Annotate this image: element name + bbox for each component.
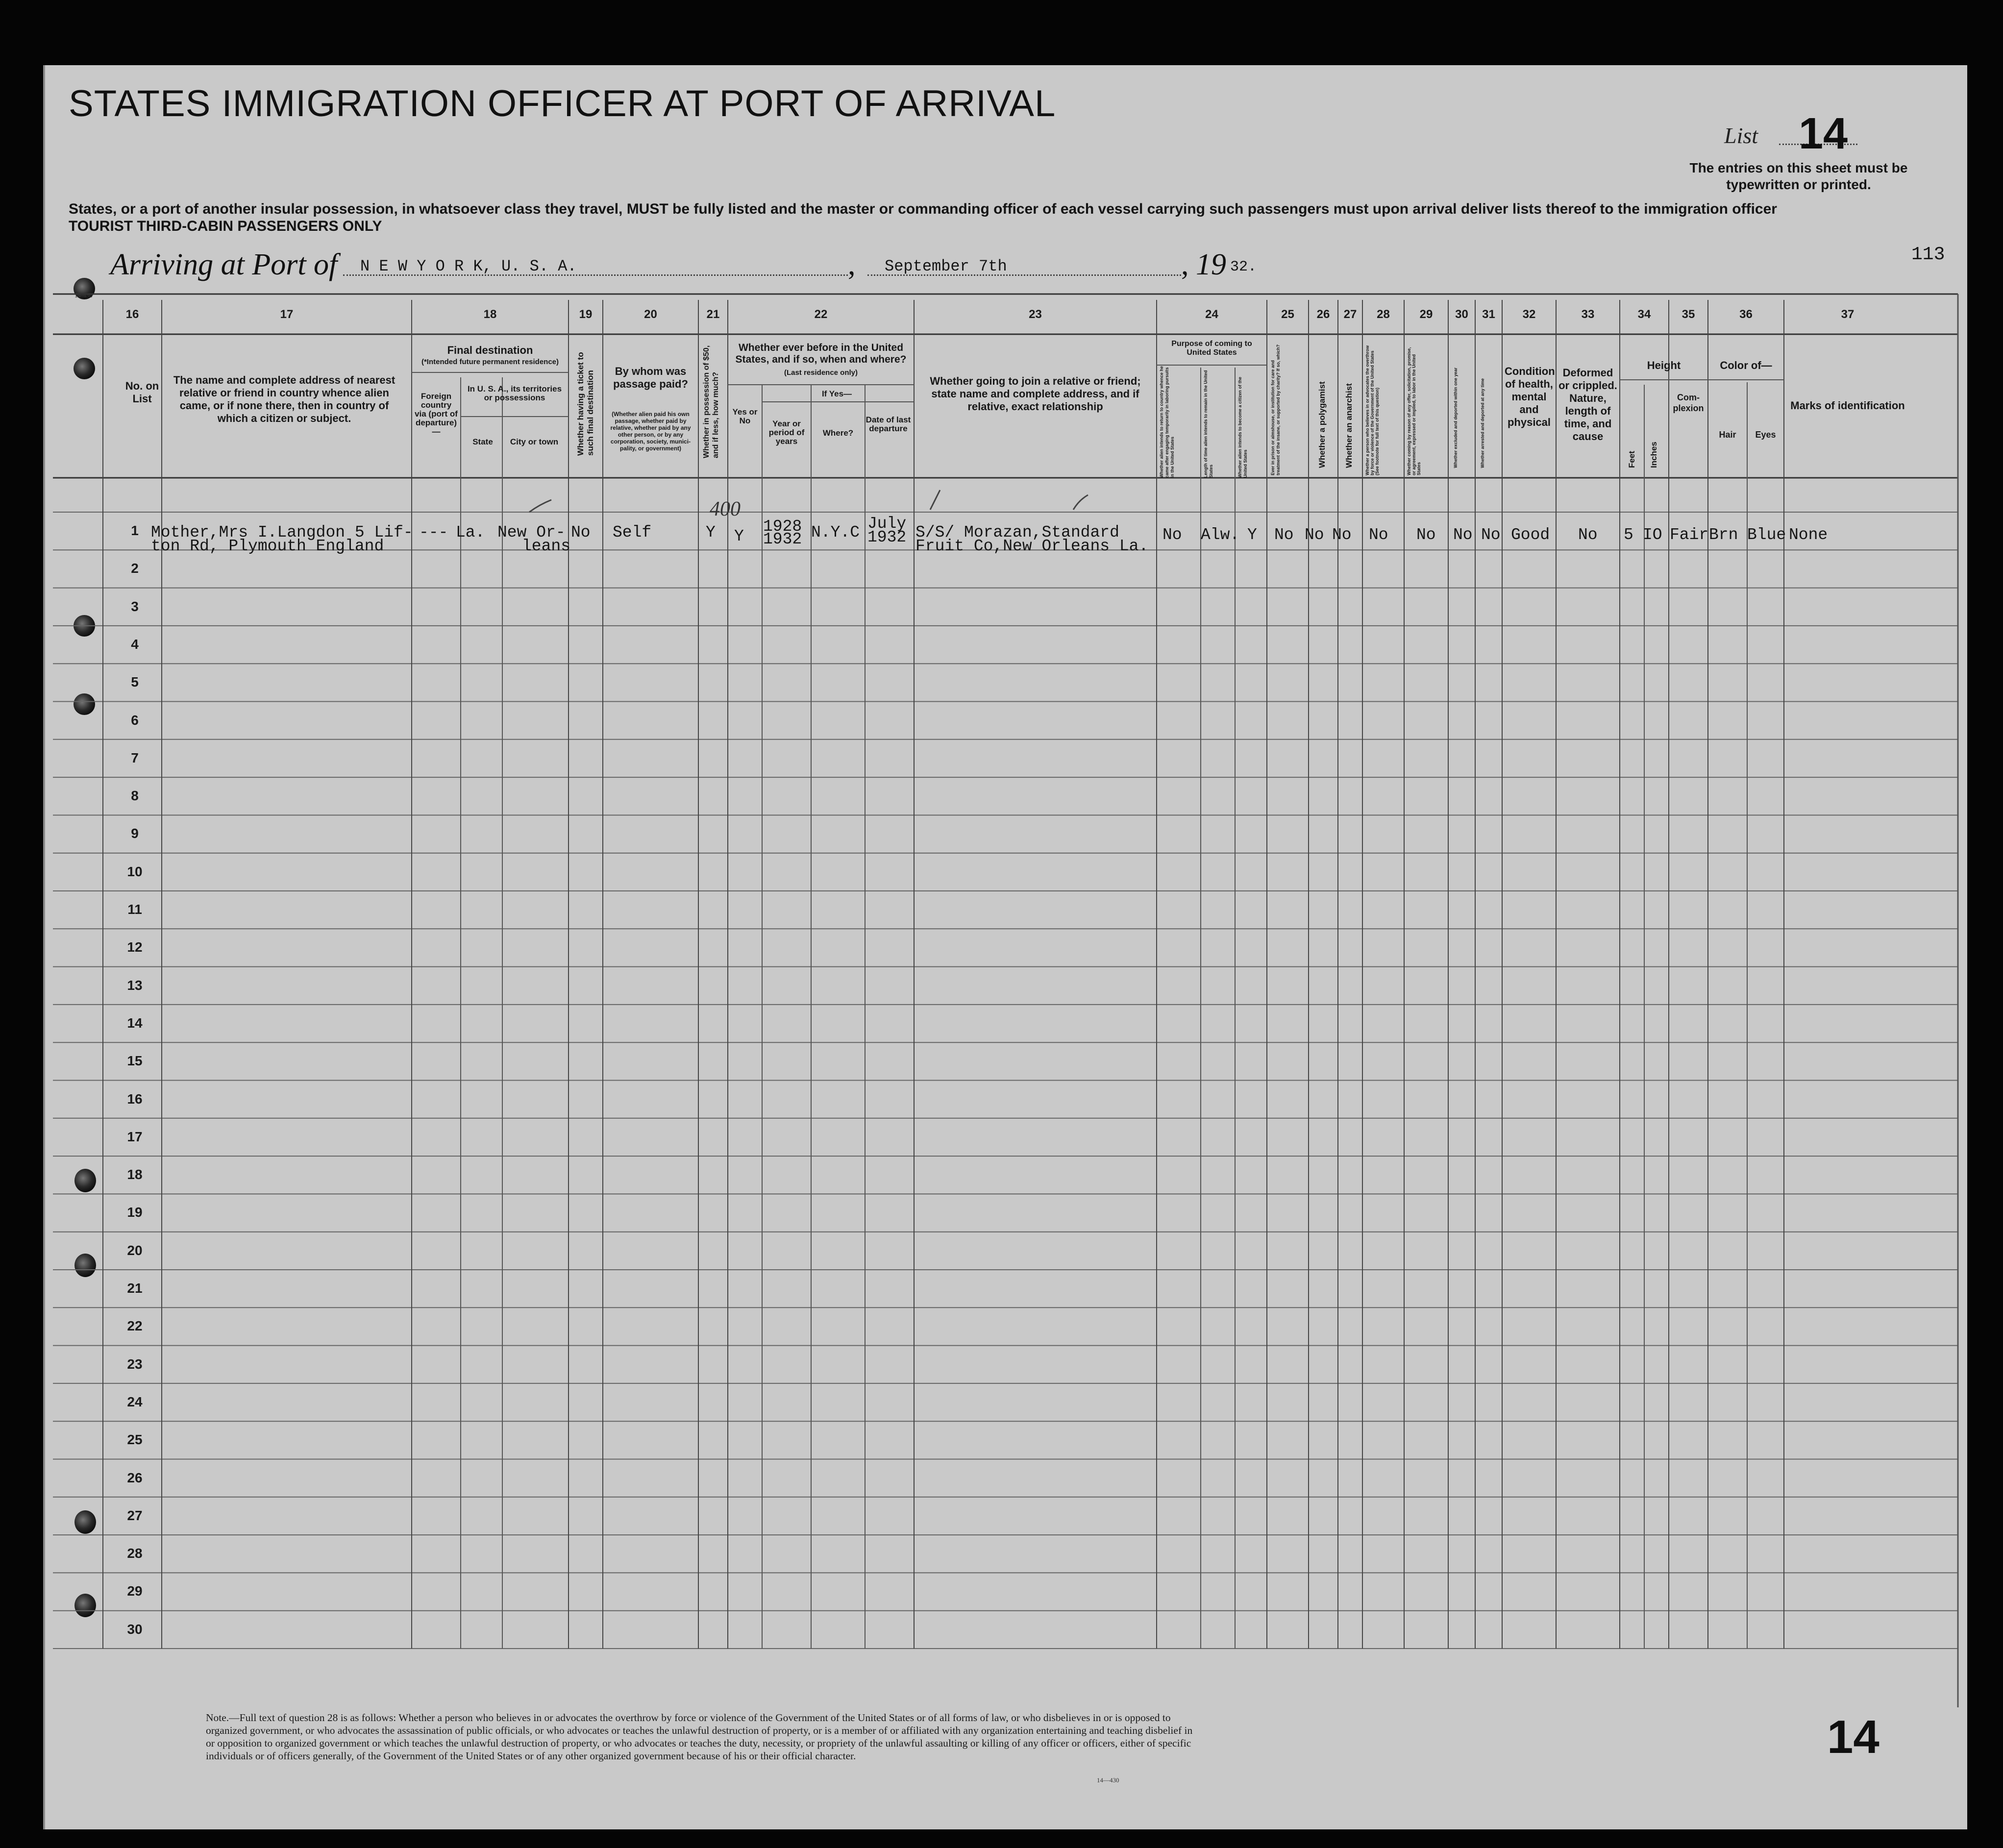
row-number: 14 <box>127 1015 143 1031</box>
header-ticket: Whether having a ticket to such final destination <box>576 352 595 456</box>
money-pencil-note: 400 <box>710 498 741 520</box>
col-number: 17 <box>280 308 294 321</box>
port-name: N E W Y O R K, U. S. A. <box>360 257 577 275</box>
row-number: 17 <box>127 1129 143 1144</box>
header-joining-relative: Whether going to join a relative or friend; state name and complete address, and if relative, exact relationship <box>930 375 1141 413</box>
years-line1: 1928 <box>763 517 802 536</box>
document-title: STATES IMMIGRATION OFFICER AT PORT OF ARRIVAL <box>69 83 1056 124</box>
header-before-in-us: Whether ever before in the United States, and if so, when and where? <box>735 342 907 365</box>
col-number: 18 <box>483 308 497 321</box>
row-number: 10 <box>127 863 143 879</box>
row-number: 3 <box>131 598 139 614</box>
row-number: 5 <box>131 674 139 690</box>
row-number: 20 <box>127 1242 143 1258</box>
list-label: List <box>1724 123 1758 148</box>
row-number: 22 <box>127 1318 143 1334</box>
col-number: 31 <box>1482 308 1495 321</box>
row-number: 8 <box>131 788 139 804</box>
header-deformed: Deformed or crippled. Nature, length of time, and cause <box>1558 367 1617 443</box>
footer-list-number: 14 <box>1827 1711 1879 1763</box>
col-number: 27 <box>1343 308 1357 321</box>
col-number: 35 <box>1682 308 1695 321</box>
money-value: Y <box>706 523 716 542</box>
header-complexion: Complexion <box>1673 393 1704 413</box>
header-years: Year or period of years <box>768 419 805 446</box>
list-number: 14 <box>1799 109 1848 158</box>
col-number: 28 <box>1377 308 1390 321</box>
row-number: 27 <box>127 1507 143 1523</box>
return-intent-value: No <box>1162 526 1182 544</box>
col-number: 30 <box>1455 308 1468 321</box>
col-number: 32 <box>1522 308 1536 321</box>
joining-line1: S/S/ Morazan,Standard <box>915 523 1119 542</box>
col-number: 25 <box>1281 308 1294 321</box>
year-suffix: 32. <box>1230 259 1257 275</box>
row-number: 30 <box>127 1621 143 1637</box>
header-excluded: Whether excluded and deported within one year <box>1453 367 1458 468</box>
header-inches: Inches <box>1649 442 1658 468</box>
arrival-date: September 7th <box>885 257 1007 275</box>
inches-value: IO <box>1643 526 1662 544</box>
joining-line2: Fruit Co,New Orleans La. <box>915 537 1149 555</box>
header-deported: Whether arrested and deported at any time <box>1480 378 1485 468</box>
years-line2: 1932 <box>763 530 802 548</box>
header-offer-labor: Whether coming by reason of any offer, solicitation, promise, or agreement, expressed or implied, to labor in the United States <box>1407 347 1421 475</box>
row-number: 13 <box>127 977 143 993</box>
complexion-value: Fair <box>1670 526 1709 544</box>
col-number: 20 <box>644 308 657 321</box>
header-height: Height <box>1647 359 1681 371</box>
row-number: 16 <box>127 1091 143 1107</box>
row-number: 26 <box>127 1470 143 1485</box>
header-fifty-dollars: Whether in possession of $50, and if less, how much? <box>702 345 720 458</box>
paid-by-value: Self <box>613 523 652 542</box>
form-code: 14-430 <box>74 292 93 299</box>
marks-value: None <box>1789 526 1828 544</box>
header-polygamist: Whether a polygamist <box>1317 381 1327 468</box>
col-number: 37 <box>1841 308 1855 321</box>
header-final-destination-note: (*Intended future permanent residence) <box>421 358 559 366</box>
excluded-value: No <box>1453 526 1473 544</box>
become-citizen-value: Y <box>1247 526 1257 544</box>
comma: , <box>1181 248 1189 281</box>
row-number: 23 <box>127 1356 143 1372</box>
header-color: Color of— <box>1720 359 1772 371</box>
ticket-value: No <box>571 523 591 542</box>
header-if-yes: If Yes— <box>821 389 852 398</box>
city-line2: leans <box>522 537 571 555</box>
col-number: 24 <box>1205 308 1218 321</box>
departure-line2: 1932 <box>867 528 907 546</box>
col-number: 16 <box>125 308 139 321</box>
relative-address-line2: ton Rd, Plymouth England <box>151 537 384 555</box>
state-value: La. <box>456 523 485 542</box>
feet-value: 5 <box>1624 526 1633 544</box>
row-number: 28 <box>127 1546 143 1561</box>
header-yes-no: Yes or No <box>732 407 758 425</box>
year-prefix: 19 <box>1196 248 1226 281</box>
row-number: 9 <box>131 826 139 841</box>
header-purpose-return: Whether alien intends to return to country whence he came after engaging temporarily in laboring pursuits in the United States <box>1159 366 1175 478</box>
prison-value: No <box>1274 526 1294 544</box>
row-number: 4 <box>131 636 139 652</box>
deformed-value: No <box>1578 526 1598 544</box>
row-number: 18 <box>127 1167 143 1183</box>
question-28-footnote: Note.—Full text of question 28 is as follows: Whether a person who believes in or advocates the overthrow by force or violence of the Government of the United States or of all forms of law, or who disbelieves in or is opposed to organized government, or who advocates the assassination of public officials, or who advocates or teaches the unlawful destruction of property, or is a member of or affiliated with any organization entertaining and teaching disbelief in or opposition to organized government or which teaches the unlawful destruction of property, or who advocates or teaches the duty, necessity, or propriety of the unlawful assaulting or killing of any officer or officers, either of specific individuals or of officers generally, of the Government of the United States or of any other organized government because of his or their official character. <box>206 1712 1193 1762</box>
header-purpose: Purpose of coming to United States <box>1171 340 1252 357</box>
arriving-label: Arriving at Port of <box>110 248 338 281</box>
header-before-note: (Last residence only) <box>784 369 858 377</box>
polygamist-value: No <box>1305 526 1324 544</box>
header-no-on-list: No. on List <box>125 380 159 405</box>
city-line1: New Or- <box>497 523 566 542</box>
where-value: N.Y.C <box>811 523 860 542</box>
header-purpose-citizen: Whether alien intends to become a citizen of the United States <box>1237 376 1248 478</box>
header-city: City or town <box>510 437 559 446</box>
anarchist-value: No <box>1332 526 1352 544</box>
header-prison: Ever in prison or almshouse, or institution for care and treatment of the insane, or supported by charity? If so, which? <box>1270 344 1281 475</box>
row-number: 29 <box>127 1583 143 1599</box>
header-feet: Feet <box>1627 451 1636 468</box>
header-state: State <box>472 437 493 446</box>
typewritten-notice: The entries on this sheet must be typewritten or printed. <box>1689 160 1908 192</box>
col-number: 34 <box>1637 308 1651 321</box>
offer-labor-value: No <box>1416 526 1436 544</box>
header-purpose-length: Length of time alien intends to remain in the United States <box>1203 370 1213 478</box>
row-number: 6 <box>131 712 139 728</box>
footer-form-code: 14—430 <box>1097 1776 1119 1784</box>
row-number: 25 <box>127 1432 143 1448</box>
header-marks: Marks of identification <box>1790 399 1905 412</box>
col-number: 21 <box>706 308 720 321</box>
row-number: 15 <box>127 1053 143 1069</box>
row-number: 7 <box>131 750 139 765</box>
row-number: 11 <box>127 902 142 917</box>
col-number: 29 <box>1419 308 1433 321</box>
col-number: 33 <box>1581 308 1595 321</box>
row-number: 21 <box>127 1281 143 1296</box>
header-nearest-relative: The name and complete address of nearest relative or friend in country whence alien came, or if none there, then in country of which a citizen or subject. <box>173 374 396 424</box>
length-of-stay-value: Alw. <box>1201 526 1240 544</box>
row-number: 19 <box>127 1205 143 1220</box>
header-anarchist: Whether an anarchist <box>1344 383 1354 468</box>
col-number: 23 <box>1029 308 1042 321</box>
col-number: 36 <box>1739 308 1753 321</box>
relative-address-line1: Mother,Mrs I.Langdon 5 Lif- <box>151 523 413 542</box>
comma: , <box>848 248 856 281</box>
header-health: Condition of health, mental and physical <box>1505 365 1555 428</box>
header-usa: In U. S. A., its territories or possessions <box>467 384 562 402</box>
col-number: 22 <box>814 308 828 321</box>
overthrow-value: No <box>1369 526 1388 544</box>
eyes-value: Blue <box>1747 526 1786 544</box>
col-number: 19 <box>579 308 593 321</box>
row-number: 1 <box>131 523 139 538</box>
deported-value: No <box>1481 526 1501 544</box>
row-number: 2 <box>131 561 139 576</box>
header-foreign-country: Foreign country via (port of departure)— <box>415 392 458 436</box>
header-overthrow: Whether a person who believes in or advocates the overthrow by force or violence of the Government of the United States (See footnote for full text of this question) <box>1365 345 1380 475</box>
header-passage-note: (Whether alien paid his own passage, whether paid by relative, whether paid by any other person, or by any corporation, society, municipality, or government) <box>610 411 691 452</box>
col-number: 26 <box>1316 308 1330 321</box>
header-final-destination: Final destination <box>447 344 533 356</box>
hair-value: Brn <box>1709 526 1738 544</box>
passenger-class-line: TOURIST THIRD-CABIN PASSENGERS ONLY <box>69 218 382 234</box>
departure-line1: July <box>867 515 907 533</box>
header-eyes: Eyes <box>1755 430 1776 440</box>
before-in-us-value: Y <box>734 527 744 545</box>
header-departure-date: Date of last departure <box>865 415 911 433</box>
page-number: 113 <box>1911 244 1945 265</box>
document-subtitle: States, or a port of another insular possession, in whatsoever class they travel, MUST be fully listed and the master or commanding officer of each vessel carrying such passengers must upon arrival deliver lists thereof to the immigration officer <box>69 201 1777 217</box>
header-where: Where? <box>822 428 854 438</box>
row-number: 24 <box>127 1394 143 1409</box>
header-hair: Hair <box>1719 430 1736 440</box>
header-passage-paid: By whom was passage paid? <box>613 365 688 390</box>
row-number: 12 <box>127 939 143 955</box>
foreign-country-value: --- <box>419 523 448 542</box>
health-value: Good <box>1511 526 1550 544</box>
